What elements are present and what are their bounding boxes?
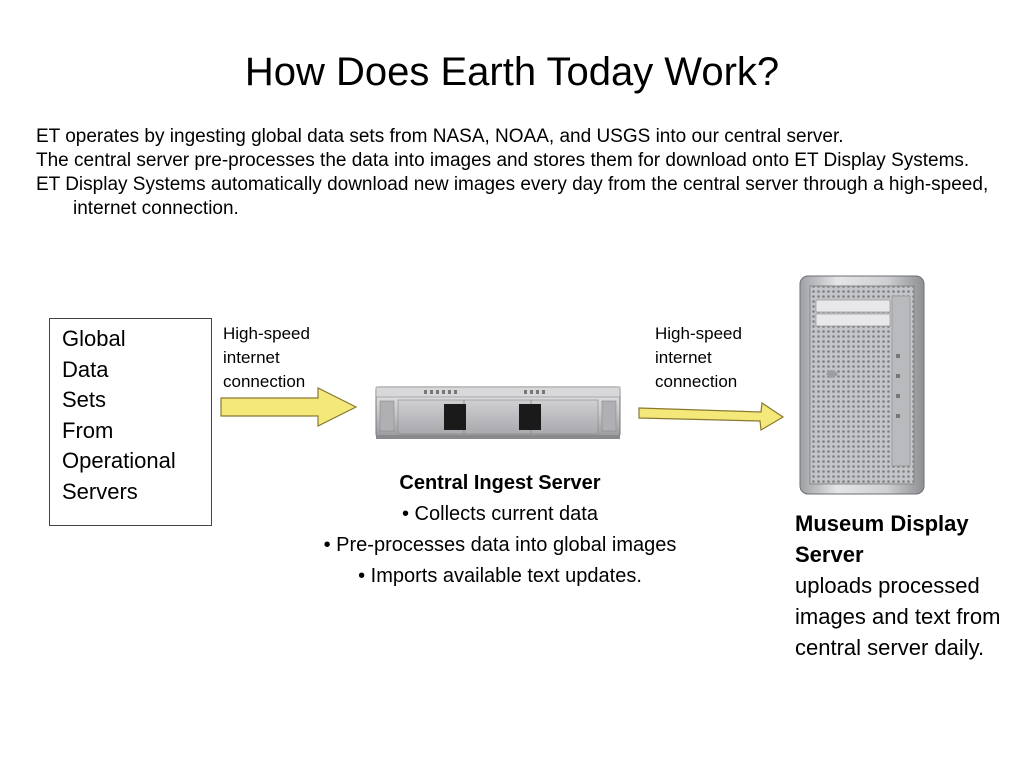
museum-display-server-text: [795, 508, 1020, 663]
paragraph-download: ET Display Systems automatically download new images every day from the central server through a high-speed, internet connection.: [36, 174, 989, 219]
museum-server-heading: Museum Display Server: [795, 511, 969, 567]
arrow-left-label-line: internet: [223, 348, 280, 367]
arrow-right-label-line: connection: [655, 372, 738, 391]
central-server-bullet: • Collects current data: [402, 503, 598, 525]
intro-text: [36, 125, 1011, 221]
central-server-heading: Central Ingest Server: [399, 472, 601, 494]
arrow-right-label-line: High-speed: [655, 324, 742, 343]
rack-server-icon: [374, 383, 624, 443]
arrow-left-label-line: High-speed: [223, 324, 310, 343]
arrow-right-label-line: internet: [655, 348, 712, 367]
arrow-right-shape: [639, 403, 783, 430]
central-ingest-server-text: [240, 468, 760, 592]
source-line: Global: [62, 326, 126, 351]
tower-server-icon: [796, 274, 928, 498]
arrow-left-label-line: connection: [223, 372, 306, 391]
paragraph-ingest: ET operates by ingesting global data sets from NASA, NOAA, and USGS into our central server.: [36, 126, 844, 147]
global-data-sets-box: [49, 318, 212, 526]
arrow-left-shape: [221, 388, 356, 426]
slide-title: How Does Earth Today Work?: [244, 50, 780, 94]
central-server-bullet: • Pre-processes data into global images: [323, 534, 677, 556]
source-line: Servers: [62, 478, 138, 504]
source-line: Data: [62, 356, 109, 382]
source-line: Operational: [62, 448, 176, 473]
arrow-left-icon: [218, 384, 360, 430]
central-server-bullet: • Imports available text updates.: [358, 565, 642, 587]
arrow-right-icon: [636, 400, 786, 432]
museum-server-description: uploads processed images and text from central server daily.: [795, 573, 1001, 660]
source-line: Sets: [62, 387, 107, 412]
paragraph-preprocess: The central server pre-processes the data into images and stores them for download onto ET Display Systems.: [36, 150, 970, 171]
arrow-right-label: [655, 322, 742, 394]
source-line: From: [62, 417, 114, 443]
